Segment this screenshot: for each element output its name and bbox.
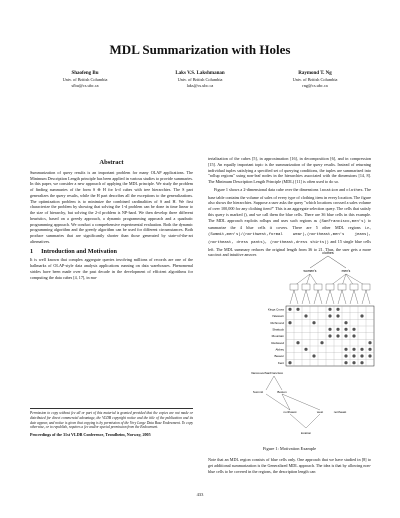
row-label: Shattuck: [272, 327, 284, 332]
author-affiliation: Univ. of British Columbia: [177, 77, 223, 83]
section-number: 1: [30, 247, 34, 255]
text-run: . The base table contains the volume of sales of every type of clothing item in every location. The figure also shows the hierarchies. Suppose a user asks the query "which locations crossed a sales volume of over 100,000 for any clothing item?" This is an aggregate selection query. The cells that satisfy this query is marked (), and we call them the blue cells. There are 36 blue cells in this example. The MDL approach exploits rollups and uses such regions as: [208, 186, 371, 223]
row-label: Richmond: [270, 320, 284, 325]
clothes-node-mens: men's: [341, 269, 351, 273]
author-email: sfbu@cs.ubc.ca: [71, 83, 99, 89]
permission-notice: [30, 408, 193, 438]
location-root-label: location: [300, 431, 312, 435]
row-label: Kings Cross: [267, 307, 284, 312]
author-3: [260, 71, 370, 90]
author-affiliation: Univ. of British Columbia: [62, 77, 108, 83]
section-text: It is well known that complex aggregate queries involving millions of records are one of the hallmarks of OLAP-style data analysis applications running on data warehouses. Phenomenal strides have been made over the past decade in the development of efficient algorithms for computing the data cubes [4, 17], in ma-: [30, 257, 193, 280]
region-node: northwest: [283, 410, 297, 414]
location-nodes: [251, 371, 346, 435]
location-node: SanFrancisco: [264, 371, 284, 375]
author-block: [30, 71, 370, 90]
location-node: Vancouver: [250, 371, 266, 375]
figure-caption: Figure 1: Motivation Example: [262, 446, 317, 451]
author-affiliation: Univ. of British Columbia: [292, 77, 338, 83]
abstract-text: Summarization of query results is an important problem for many OLAP applications. The Minimum Description Length principle has been applied in various studies to provide summaries. In this paper, we consider a new approach of applying the MDL principle. We study the problem of finding summaries of the form S ⊖ H for k-d cubes with tree hierarchies. The S part generalizes the query results, while the H part describes all the exceptions to the generalizations. The optimization problem is to minimize the combined cardinalities of S and H. We first characterize the problem by showing that solving the 1-d problem can be done in time linear to the size of hierarchy, but solving the 2-d problem is NP-hard. We then develop three different heuristics, based on a greedy approach, a dynamic programming approach and a quadratic programming approach. We conduct a comprehensive experimental evaluation. Both the dynamic programming algorithm and the greedy algorithm can be used for different circumstances. Both produce summaries that are significantly shorter than those generated by state-of-the-art alternatives.: [30, 169, 193, 244]
row-label: Yaletown: [271, 314, 284, 319]
permission-text: Permission to copy without fee all or part of this material is granted provided that the copies are not made or distributed for direct commercial advantage, the VLDB copyright notice and the title of the publication and its date appear, and notice is given that copying is by permission of the Very Large Data Base Endowment. To copy otherwise, or to republish, requires a fee and/or special permission from the Endowment.: [30, 411, 193, 430]
clothes-node-womens: women's: [303, 269, 317, 273]
location-node: Summit: [252, 390, 264, 394]
author-2: [145, 71, 255, 90]
section-title: Introduction and Motivation: [41, 247, 117, 255]
code-run: (Summit,men's)/(northwest,formal wear),(northeast,men's jeans),(northeast, dress pants), (northeast,dress shirts)): [208, 233, 371, 245]
author-1: [30, 71, 140, 90]
paper-title: MDL Summarization with Holes: [109, 42, 291, 57]
right-column: [208, 156, 371, 260]
author-name: Laks V.S. Lakshmanan: [175, 71, 225, 76]
code-run: (SanFrancisco,men's): [319, 219, 366, 224]
row-label: Beaver: [274, 354, 284, 359]
author-name: Shaofeng Bu: [71, 71, 99, 76]
text-run: Figure 1 shows a 2-dimensional data cube over the dimensions: [214, 186, 320, 192]
author-email: laks@cs.ubc.ca: [186, 83, 214, 89]
section-heading: [30, 249, 193, 255]
region-node: northeast: [333, 410, 347, 414]
cube-grid: [286, 306, 374, 366]
row-label: Redwood: [271, 340, 284, 345]
page-number: 433: [196, 492, 204, 497]
abstract-heading: Abstract: [99, 159, 124, 166]
text-run: to summarize the 4 blue cells it covers. There are 5 other MDL regions i.e.,: [208, 217, 371, 231]
row-label: Abbey: [275, 347, 284, 352]
proceedings-text: Proceedings of the 31st VLDB Conference, Trondheim, Norway, 2005: [30, 432, 151, 438]
row-label: Mountain: [271, 334, 284, 339]
right-paragraph-3: Note that an MDL region consists of blue cells only. One approach that we have studied in [8] to get additional summarization is the Generalized MDL approach. The idea is that by allowing non-blue cells to be covered in the regions, the description length can: [208, 457, 371, 474]
author-email: rng@cs.ubc.ca: [302, 83, 328, 89]
code-run: location: [319, 188, 339, 193]
motivation-figure: [230, 246, 382, 442]
text-run: and: [338, 186, 347, 192]
code-run: clothes: [346, 188, 363, 193]
region-node: west: [316, 410, 324, 414]
clothes-root-label: clothes: [322, 251, 334, 255]
row-label: Kent: [277, 360, 284, 365]
text-run: and 15 single blue cells left. The MDL summary reduces the original length from 36 to 21. Thus, the user gets a more succinct and intuitive answer.: [208, 238, 371, 258]
right-paragraph-1: terialization of the cubes [5], in approximation [16], in decomposition [6], and in compression [15]. An equally important topic is the summarization of the query results. Instead of returning individual tuples satisfying a specified set of querying conditions, the tuples are summarized into "rollup regions" using non-leaf nodes in the hierarchies associated with the dimensions [14, 8]. The Minimum Description Length Principle (MDL) [11] is often used to do so.: [208, 156, 371, 184]
location-node: Boston: [277, 390, 287, 394]
author-name: Raymond T. Ng: [298, 71, 332, 76]
row-labels: [268, 307, 285, 364]
left-column: [30, 160, 193, 282]
